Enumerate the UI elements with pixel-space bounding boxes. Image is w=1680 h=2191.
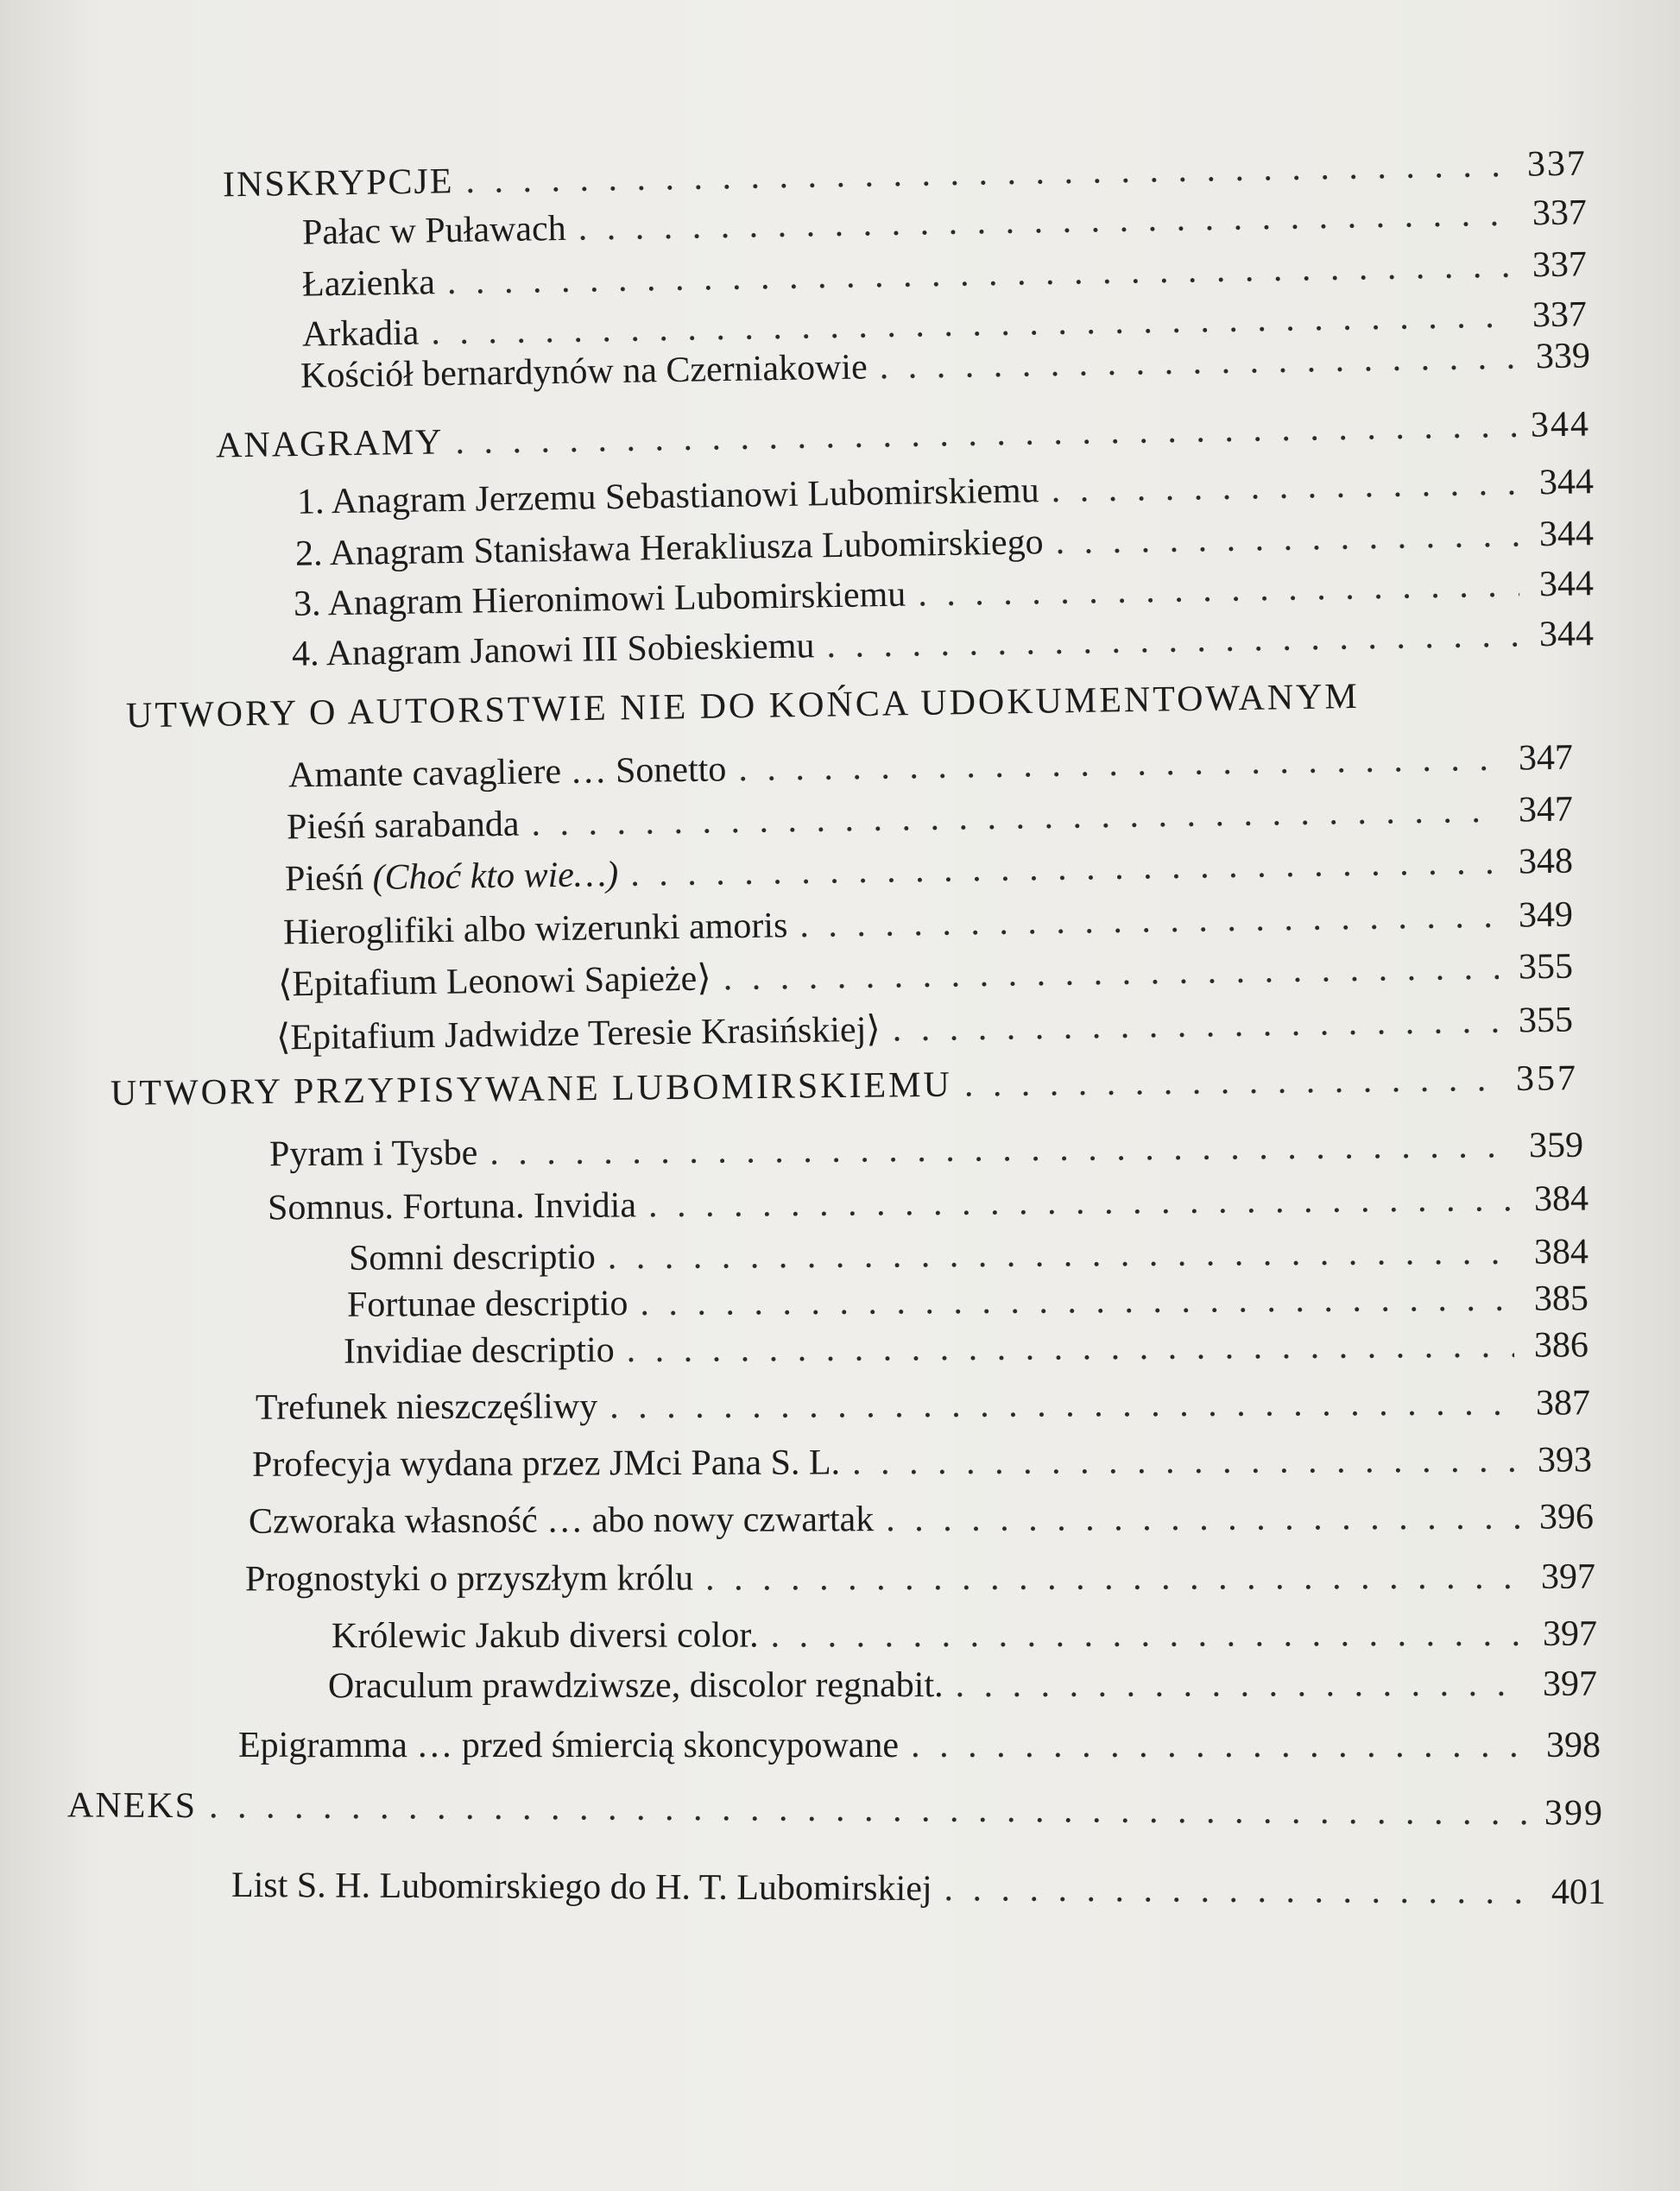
toc-entry xyxy=(67,1783,1604,1835)
entry-page-number: 337 xyxy=(1526,143,1588,185)
entry-page-number: 399 xyxy=(1544,1793,1605,1834)
toc-entry xyxy=(287,787,1574,850)
entry-title: Łazienka xyxy=(301,262,436,305)
entry-page-number: 397 xyxy=(1542,1613,1598,1654)
entry-page-number: 385 xyxy=(1533,1279,1589,1319)
entry-page-number: 344 xyxy=(1538,462,1595,503)
entry-title: Pałac w Puławach xyxy=(301,208,566,253)
section-heading xyxy=(126,671,1595,739)
entry-title: ANAGRAMY xyxy=(215,422,444,466)
entry-title: UTWORY O AUTORSTWIE NIE DO KOŃCA UDOKUMENTOWANYM xyxy=(125,676,1361,736)
entry-page-number: 397 xyxy=(1540,1556,1596,1597)
entry-title: List S. H. Lubomirskiego do H. T. Lubomirskiej xyxy=(231,1865,932,1910)
entry-title: ⟨Epitafium Leonowi Sapieże⟩ xyxy=(277,958,711,1005)
entry-page-number: 401 xyxy=(1551,1872,1607,1913)
entry-title: 4. Anagram Janowi III Sobieskiemu xyxy=(291,626,815,674)
dot-leader xyxy=(723,945,1499,1001)
entry-title: Prognostyki o przyszłym królu xyxy=(244,1558,694,1600)
entry-page-number: 386 xyxy=(1533,1325,1589,1366)
toc-entry xyxy=(349,1229,1588,1281)
toc-entry xyxy=(231,1863,1606,1915)
entry-page-number: 359 xyxy=(1528,1125,1584,1166)
entry-title: Królewic Jakub diversi color. xyxy=(331,1615,759,1657)
dot-leader xyxy=(531,788,1499,847)
entry-page-number: 393 xyxy=(1537,1440,1593,1481)
toc-entry xyxy=(256,1380,1590,1430)
dot-leader xyxy=(826,613,1519,669)
toc-entry xyxy=(347,1276,1588,1328)
toc-entry xyxy=(216,402,1591,469)
dot-leader xyxy=(627,1323,1515,1373)
dot-leader xyxy=(964,1057,1505,1108)
dot-leader xyxy=(209,1784,1530,1835)
entry-title: 3. Anagram Hieronimowi Lubomirskiemu xyxy=(293,574,906,624)
entry-page-number: 384 xyxy=(1533,1178,1589,1220)
dot-leader xyxy=(886,1495,1519,1543)
entry-page-number: 398 xyxy=(1546,1726,1601,1765)
dot-leader xyxy=(1051,461,1519,514)
entry-title: Kościół bernardynów na Czerniakowie xyxy=(300,347,868,396)
dot-leader xyxy=(455,403,1516,464)
entry-title: Fortunae descriptio xyxy=(346,1284,628,1325)
entry-title: Trefunek nieszczęśliwy xyxy=(255,1386,598,1428)
entry-page-number: 337 xyxy=(1532,193,1588,234)
dot-leader xyxy=(578,192,1513,251)
toc-entry xyxy=(252,1437,1592,1487)
entry-title: Hieroglifiki albo wizerunki amoris xyxy=(282,906,788,953)
entry-page-number: 344 xyxy=(1538,614,1595,655)
dot-leader xyxy=(608,1230,1514,1279)
entry-title: 2. Anagram Stanisława Herakliusza Lubomirskiego xyxy=(294,522,1044,574)
entry-title: Somnus. Fortuna. Invidia xyxy=(267,1185,637,1228)
dot-leader xyxy=(648,1177,1514,1228)
toc-entry xyxy=(276,998,1574,1061)
entry-title: Invidiae descriptio xyxy=(343,1330,615,1372)
entry-page-number: 344 xyxy=(1530,404,1591,445)
entry-title: Pyram i Tysbe xyxy=(268,1133,478,1175)
dot-leader xyxy=(852,1438,1518,1486)
entry-title: Epigramma … przed śmiercią skoncypowane xyxy=(238,1726,900,1765)
entry-title-italic: (Choć kto wie…) xyxy=(372,855,619,898)
toc-entry xyxy=(344,1323,1588,1374)
dot-leader xyxy=(879,335,1516,390)
entry-page-number: 339 xyxy=(1535,336,1591,377)
dot-leader xyxy=(640,1277,1514,1326)
entry-title: ⟨Epitafium Jadwidze Teresie Krasińskiej⟩ xyxy=(275,1009,881,1058)
toc-entry xyxy=(269,1123,1583,1178)
toc-entry xyxy=(288,736,1574,799)
entry-page-number: 344 xyxy=(1538,564,1595,605)
entry-page-number: 349 xyxy=(1518,894,1574,936)
entry-title: Pieśń sarabanda xyxy=(286,804,520,848)
entry-title: ANEKS xyxy=(66,1785,198,1827)
dot-leader xyxy=(705,1555,1521,1601)
toc-entry xyxy=(332,1612,1597,1659)
entry-title: Arkadia xyxy=(301,313,420,355)
entry-title: Amante cavagliere … Sonetto xyxy=(287,749,727,796)
dot-leader xyxy=(771,1612,1524,1658)
entry-page-number: 387 xyxy=(1535,1383,1591,1424)
entry-page-number: 357 xyxy=(1515,1058,1579,1099)
dot-leader xyxy=(956,1662,1523,1708)
entry-page-number: 384 xyxy=(1533,1232,1589,1272)
entry-title: Oraculum prawdziwsze, discolor regnabit. xyxy=(327,1665,944,1707)
toc-entry xyxy=(268,1177,1588,1231)
dot-leader xyxy=(630,840,1500,897)
toc-entry xyxy=(328,1662,1597,1709)
toc-entry xyxy=(249,1494,1594,1544)
toc-entry xyxy=(278,944,1574,1007)
toc-entry xyxy=(245,1555,1595,1602)
dot-leader xyxy=(738,736,1499,792)
entry-title: Somni descriptio xyxy=(348,1237,596,1279)
dot-leader xyxy=(799,893,1499,948)
entry-page-number: 355 xyxy=(1518,946,1574,988)
entry-title: UTWORY PRZYPISYWANE LUBOMIRSKIEMU xyxy=(110,1064,953,1114)
toc-entry xyxy=(283,893,1574,956)
entry-title: Czworaka własność … abo nowy czwartak xyxy=(248,1500,875,1542)
dot-leader xyxy=(609,1381,1516,1430)
entry-title: Pieśń (Choć kto wie…) xyxy=(284,855,619,900)
dot-leader xyxy=(911,1723,1526,1768)
entry-page-number: 337 xyxy=(1532,294,1588,336)
entry-page-number: 347 xyxy=(1518,737,1574,779)
entry-title: 1. Anagram Jerzemu Sebastianowi Lubomirskiemu xyxy=(296,470,1040,522)
entry-title: INSKRYPCJE xyxy=(222,161,454,205)
dot-leader xyxy=(892,999,1499,1052)
entry-page-number: 344 xyxy=(1538,514,1595,555)
dot-leader xyxy=(1055,513,1519,565)
entry-page-number: 348 xyxy=(1518,841,1574,882)
entry-page-number: 397 xyxy=(1542,1664,1598,1704)
entry-page-number: 396 xyxy=(1538,1497,1595,1537)
dot-leader xyxy=(489,1123,1509,1175)
section-heading xyxy=(111,1056,1578,1116)
entry-title: Profecyja wydana przez JMci Pana S. L. xyxy=(251,1443,841,1485)
toc-entry xyxy=(285,839,1574,902)
entry-page-number: 347 xyxy=(1518,789,1574,830)
entry-page-number: 355 xyxy=(1518,1000,1574,1041)
entry-page-number: 337 xyxy=(1532,244,1588,286)
dot-leader xyxy=(944,1866,1532,1915)
dot-leader xyxy=(918,563,1519,617)
toc-entry xyxy=(238,1723,1601,1768)
